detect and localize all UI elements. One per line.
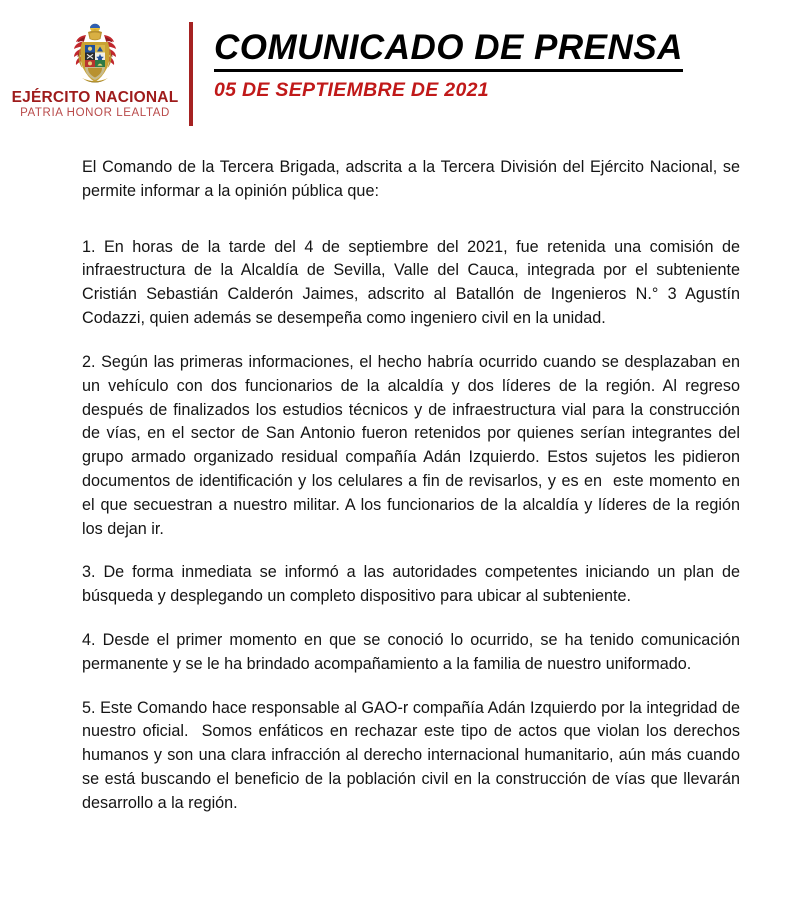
header-divider bbox=[189, 22, 193, 126]
paragraph-2: 2. Según las primeras informaciones, el hecho habría ocurrido cuando se desplazaban en un vehículo con dos funcionarios de la alcaldía y dos líderes de la región. Al regreso después de finalizados los estudios técnicos y de infraestructura vial para la construcción de vías, en el sector de San Antonio fueron retenidos por quienes serían integrantes del grupo armado organizado residual compañía Adán Izquierdo. Estos sujetos les pidieron documentos de identificación y los celulares a fin de revisarlos, y es en este momento en el que secuestran a nuestro militar. A los funcionarios de la alcaldía y líderes de la región los dejan ir. bbox=[82, 352, 745, 538]
page-title: COMUNICADO DE PRENSA bbox=[214, 30, 683, 72]
paragraph-5: 5. Este Comando hace responsable al GAO-r compañía Adán Izquierdo por la integridad de nuestro oficial. Somos enfáticos en rechazar este tipo de actos que violan los derechos humanos y son una clara infracción al derecho internacional humanitario, aún más cuando se está buscando el beneficio de la población civil en la construcción de vías que llevarán desarrollo a la región. bbox=[82, 698, 745, 812]
paragraph-3: 3. De forma inmediata se informó a las autoridades competentes iniciando un plan de búsqueda y desplegando un completo dispositivo para ubicar al subteniente. bbox=[82, 563, 745, 606]
colombian-army-coat-of-arms-icon bbox=[64, 22, 126, 88]
army-motto: PATRIA HONOR LEALTAD bbox=[20, 107, 170, 120]
document-header bbox=[0, 0, 799, 140]
intro-paragraph: El Comando de la Tercera Brigada, adscrita a la Tercera División del Ejército Nacional, se permite informar a la opinión pública que: bbox=[82, 158, 745, 200]
paragraph-1: 1. En horas de la tarde del 4 de septiembre del 2021, fue retenida una comisión de infraestructura de la Alcaldía de Sevilla, Valle del Cauca, integrada por el subteniente Cristián Sebastián Calderón Jaimes, adscrito al Batallón de Ingenieros N.° 3 Agustín Codazzi, quien además se desempeña como ingeniero civil en la unidad. bbox=[82, 237, 745, 328]
release-date: 05 DE SEPTIEMBRE DE 2021 bbox=[214, 78, 489, 101]
document-body bbox=[82, 156, 745, 816]
title-block bbox=[190, 0, 683, 102]
army-name: EJÉRCITO NACIONAL bbox=[11, 89, 179, 106]
army-branding bbox=[0, 0, 190, 119]
paragraph-4: 4. Desde el primer momento en que se conoció lo ocurrido, se ha tenido comunicación permanente y se le ha brindado acompañamiento a la familia de nuestro uniformado. bbox=[82, 631, 745, 673]
